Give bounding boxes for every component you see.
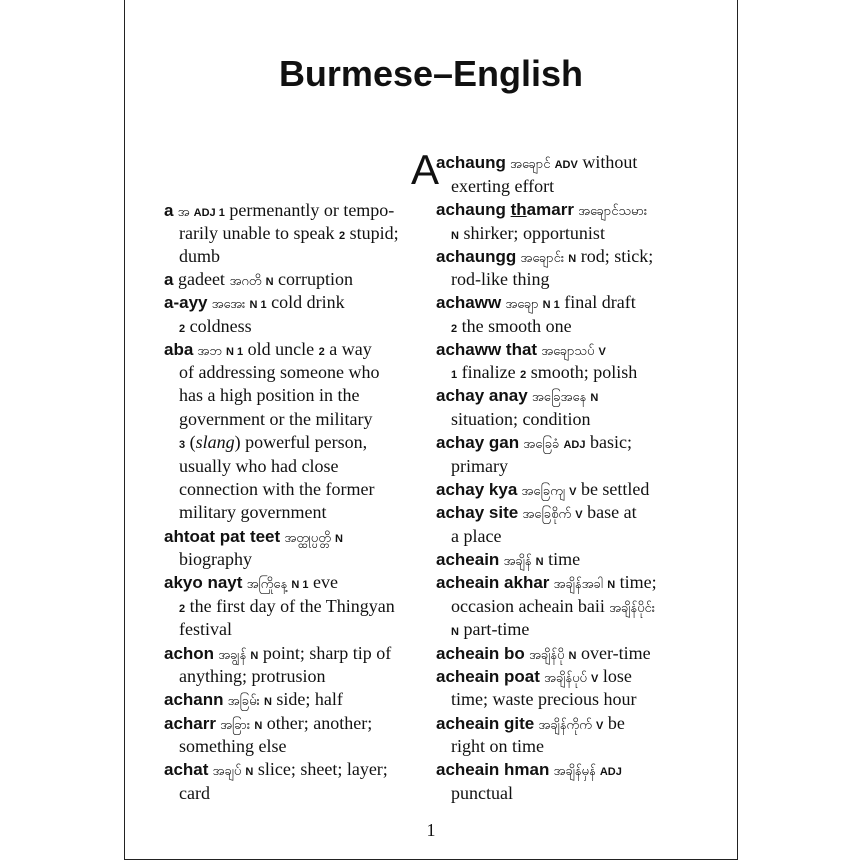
entry-continuation-line bbox=[164, 222, 399, 247]
part-of-speech-label: V bbox=[598, 346, 606, 358]
entry-headword-line bbox=[164, 571, 338, 596]
part-of-speech-label: N bbox=[265, 276, 274, 288]
part-of-speech-label: ADJ 1 bbox=[193, 207, 225, 219]
entry-headword-line bbox=[436, 198, 647, 223]
headword: achat bbox=[164, 760, 209, 779]
headword: achaung bbox=[436, 200, 511, 219]
part-of-speech-label: N 1 bbox=[249, 299, 267, 311]
burmese-script: အချော bbox=[501, 297, 543, 312]
burmese-script: အချိန်အခါ bbox=[549, 577, 608, 592]
part-of-speech-label: N bbox=[535, 556, 544, 568]
entry-headword-line bbox=[436, 712, 625, 737]
headword: acheain hman bbox=[436, 760, 550, 779]
entry-continuation-line bbox=[164, 455, 338, 477]
definition-text: shirker; opportunist bbox=[458, 223, 605, 243]
burmese-script: အခြား bbox=[215, 718, 255, 733]
entry-headword-line bbox=[436, 642, 651, 667]
burmese-script: အချိန်ပိုင်း bbox=[604, 601, 656, 616]
entry-headword-line bbox=[436, 758, 622, 783]
headword: acheain akhar bbox=[436, 573, 550, 592]
definition-text: festival bbox=[179, 619, 232, 639]
part-of-speech-label: N bbox=[451, 626, 459, 638]
headword: akyo nayt bbox=[164, 573, 243, 592]
part-of-speech-label: N bbox=[568, 650, 577, 662]
definition-text: part-time bbox=[458, 619, 530, 639]
entry-continuation-line bbox=[436, 175, 554, 197]
headword: achon bbox=[164, 644, 215, 663]
headword: achann bbox=[164, 690, 224, 709]
entry-continuation-line bbox=[164, 595, 395, 620]
headword: acheain gite bbox=[436, 714, 535, 733]
definition-text: cold drink bbox=[266, 292, 345, 312]
headword: acheain bo bbox=[436, 644, 525, 663]
part-of-speech-label: 2 bbox=[318, 346, 325, 358]
entry-continuation-line bbox=[436, 222, 605, 247]
part-of-speech-label: V bbox=[596, 720, 604, 732]
definition-text: occasion acheain baii bbox=[451, 596, 605, 616]
burmese-script: အချိန်ပို bbox=[524, 648, 569, 663]
definition-text: connection with the former bbox=[179, 479, 375, 499]
burmese-script: အချွန် bbox=[214, 648, 251, 663]
burmese-script: အဘ bbox=[193, 344, 227, 359]
entry-headword-line bbox=[164, 338, 372, 363]
definition-text: rod; stick; bbox=[576, 246, 654, 266]
definition-text: side; half bbox=[271, 689, 343, 709]
entry-continuation-line bbox=[164, 548, 252, 570]
entry-continuation-line bbox=[436, 735, 544, 757]
part-of-speech-label: ADV bbox=[554, 159, 578, 171]
headword: achaww that bbox=[436, 340, 538, 359]
definition-text: coldness bbox=[185, 316, 252, 336]
definition-text: slice; sheet; layer; bbox=[253, 759, 388, 779]
definition-text: card bbox=[179, 783, 210, 803]
definition-text: base at bbox=[582, 502, 637, 522]
definition-text: time; bbox=[615, 572, 657, 592]
part-of-speech-label: N 1 bbox=[291, 579, 309, 591]
headword: achay kya bbox=[436, 480, 518, 499]
definition-text: biography bbox=[179, 549, 252, 569]
definition-text: stupid; bbox=[345, 223, 399, 243]
headword: achay anay bbox=[436, 386, 528, 405]
entry-headword-line bbox=[436, 245, 653, 270]
entry-continuation-line bbox=[436, 595, 655, 620]
definition-text: be bbox=[603, 713, 625, 733]
definition-text: eve bbox=[308, 572, 338, 592]
part-of-speech-label: N bbox=[334, 533, 343, 545]
headword-underlined: th bbox=[510, 200, 527, 219]
entry-headword-line bbox=[436, 291, 636, 316]
burmese-script: အချောင်း bbox=[516, 251, 569, 266]
definition-text: right on time bbox=[451, 736, 544, 756]
entry-headword-line bbox=[436, 151, 637, 176]
entry-headword-line bbox=[436, 548, 580, 573]
entry-continuation-line bbox=[164, 735, 286, 757]
entry-continuation-line bbox=[164, 618, 232, 640]
burmese-script: အဂတိ bbox=[229, 274, 266, 289]
definition-text: a place bbox=[451, 526, 502, 546]
entry-continuation-line bbox=[164, 501, 326, 523]
definition-text: situation; condition bbox=[451, 409, 591, 429]
entry-continuation-line bbox=[164, 431, 367, 456]
definition-text: a way bbox=[324, 339, 372, 359]
entry-continuation-line bbox=[436, 268, 549, 290]
entry-continuation-line bbox=[164, 408, 372, 430]
entry-headword-line bbox=[436, 665, 632, 690]
part-of-speech-label: N bbox=[568, 253, 577, 265]
entry-headword-line bbox=[436, 478, 649, 503]
entry-continuation-line bbox=[164, 665, 326, 687]
burmese-script: အချိန်မှန် bbox=[549, 764, 600, 779]
entry-continuation-line bbox=[164, 315, 252, 340]
definition-text: without bbox=[577, 152, 638, 172]
definition-text: permenantly or tempo- bbox=[224, 200, 395, 220]
entry-continuation-line bbox=[164, 361, 379, 383]
entry-headword-line bbox=[436, 431, 632, 456]
definition-text: other; another; bbox=[262, 713, 373, 733]
definition-text: corruption bbox=[273, 269, 354, 289]
definition-text: rod-like thing bbox=[451, 269, 550, 289]
definition-text: basic; bbox=[585, 432, 632, 452]
entry-headword-line bbox=[164, 525, 343, 550]
entry-continuation-line bbox=[436, 361, 637, 386]
definition-text: the smooth one bbox=[457, 316, 572, 336]
part-of-speech-label: 2 bbox=[338, 230, 346, 242]
headword: a bbox=[164, 201, 174, 220]
definition-text: primary bbox=[451, 456, 508, 476]
entry-headword-line bbox=[436, 384, 598, 409]
definition-text: lose bbox=[598, 666, 632, 686]
burmese-script: အချိန်ပုပ် bbox=[539, 671, 592, 686]
page-number: 1 bbox=[426, 820, 436, 840]
headword: ahtoat pat teet bbox=[164, 527, 281, 546]
burmese-script: အခြေခံ bbox=[519, 437, 564, 452]
definition-text: ( bbox=[185, 432, 196, 452]
part-of-speech-label: N 1 bbox=[542, 299, 560, 311]
headword: achaungg bbox=[436, 247, 517, 266]
definition-text: over-time bbox=[576, 643, 651, 663]
part-of-speech-label: N 1 bbox=[226, 346, 244, 358]
definition-text: has a high position in the bbox=[179, 385, 360, 405]
section-letter: A bbox=[410, 146, 439, 193]
headword: aba bbox=[164, 340, 194, 359]
definition-text: military government bbox=[179, 502, 327, 522]
part-of-speech-label: ADJ bbox=[563, 439, 586, 451]
entry-continuation-line bbox=[436, 455, 508, 477]
definition-text: dumb bbox=[179, 246, 221, 266]
entry-continuation-line bbox=[436, 688, 636, 710]
entry-continuation-line bbox=[436, 782, 513, 804]
definition-text: old uncle bbox=[243, 339, 319, 359]
headword: a bbox=[164, 270, 174, 289]
headword: amarr bbox=[526, 200, 574, 219]
entry-headword-line bbox=[436, 501, 637, 526]
part-of-speech-label: 1 bbox=[451, 369, 458, 381]
entry-continuation-line bbox=[436, 408, 591, 430]
definition-text: point; sharp tip of bbox=[258, 643, 392, 663]
entry-headword-line bbox=[164, 291, 345, 316]
entry-headword-line bbox=[436, 338, 606, 363]
part-of-speech-label: N bbox=[245, 766, 254, 778]
part-of-speech-label: 2 bbox=[179, 323, 186, 335]
definition-text: finalize bbox=[457, 362, 521, 382]
part-of-speech-label: N bbox=[250, 650, 259, 662]
burmese-script: အကြိုနေ့ bbox=[242, 577, 292, 592]
part-of-speech-label: N bbox=[607, 579, 616, 591]
part-of-speech-label: V bbox=[569, 486, 577, 498]
definition-text: the first day of the Thingyan bbox=[185, 596, 395, 616]
burmese-script: အချပ် bbox=[208, 764, 246, 779]
part-of-speech-label: V bbox=[591, 673, 599, 685]
entry-headword-line bbox=[436, 571, 657, 596]
headword: a-ayy bbox=[164, 293, 208, 312]
definition-text: punctual bbox=[451, 783, 513, 803]
burmese-script: အချောင် bbox=[505, 157, 555, 172]
definition-text: anything; protrusion bbox=[179, 666, 326, 686]
part-of-speech-label: 2 bbox=[179, 603, 186, 615]
usage-label: slang bbox=[195, 432, 235, 452]
entry-headword-line bbox=[164, 268, 353, 293]
part-of-speech-label: 2 bbox=[451, 323, 458, 335]
headword: achaung bbox=[436, 153, 506, 172]
definition-text: government or the military bbox=[179, 409, 373, 429]
entry-continuation-line bbox=[164, 245, 220, 267]
part-of-speech-label: N bbox=[451, 230, 459, 242]
part-of-speech-label: N bbox=[254, 720, 263, 732]
headword: acheain bbox=[436, 550, 500, 569]
entry-headword-line bbox=[164, 688, 343, 713]
burmese-script: အခြေစိုက် bbox=[518, 507, 576, 522]
entry-continuation-line bbox=[436, 618, 529, 643]
entry-headword-line bbox=[164, 199, 394, 224]
part-of-speech-label: N bbox=[263, 696, 272, 708]
burmese-script: အချောသပ် bbox=[537, 344, 599, 359]
part-of-speech-label: 3 bbox=[179, 439, 186, 451]
burmese-script: အချောင်သမား bbox=[573, 204, 648, 219]
entry-headword-line bbox=[164, 642, 391, 667]
burmese-script: အ bbox=[173, 205, 194, 220]
definition-text: exerting effort bbox=[451, 176, 555, 196]
entry-headword-line bbox=[164, 712, 372, 737]
burmese-script: အအေး bbox=[207, 297, 250, 312]
definition-text: smooth; polish bbox=[526, 362, 638, 382]
burmese-script: အချိန်ကိုက် bbox=[534, 718, 597, 733]
page-title: Burmese–English bbox=[278, 53, 584, 94]
definition-text: be settled bbox=[576, 479, 650, 499]
entry-continuation-line bbox=[164, 782, 210, 804]
definition-text: rarily unable to speak bbox=[179, 223, 339, 243]
definition-text: ) powerful person, bbox=[234, 432, 368, 452]
definition-text: gadeet bbox=[173, 269, 230, 289]
definition-text: something else bbox=[179, 736, 287, 756]
headword: acharr bbox=[164, 714, 216, 733]
burmese-script: အချိန် bbox=[499, 554, 536, 569]
entry-continuation-line bbox=[164, 478, 374, 500]
part-of-speech-label: 2 bbox=[520, 369, 527, 381]
headword: achaww bbox=[436, 293, 502, 312]
headword: achay site bbox=[436, 503, 519, 522]
part-of-speech-label: N bbox=[590, 392, 599, 404]
entry-headword-line bbox=[164, 758, 388, 783]
burmese-script: အခြေကျ bbox=[517, 484, 570, 499]
definition-text: final draft bbox=[559, 292, 636, 312]
definition-text: usually who had close bbox=[179, 456, 339, 476]
part-of-speech-label: V bbox=[575, 509, 583, 521]
entry-continuation-line bbox=[436, 525, 501, 547]
entry-continuation-line bbox=[436, 315, 572, 340]
part-of-speech-label: ADJ bbox=[599, 766, 622, 778]
definition-text: time; waste precious hour bbox=[451, 689, 637, 709]
definition-text: time bbox=[543, 549, 581, 569]
burmese-script: အခြမ်း bbox=[223, 694, 264, 709]
entry-continuation-line bbox=[164, 384, 359, 406]
burmese-script: အခြေအနေ bbox=[527, 390, 591, 405]
headword: acheain poat bbox=[436, 667, 540, 686]
definition-text: of addressing someone who bbox=[179, 362, 380, 382]
headword: achay gan bbox=[436, 433, 520, 452]
burmese-script: အတ္ထုပ္ပတ္တိ bbox=[280, 531, 335, 546]
